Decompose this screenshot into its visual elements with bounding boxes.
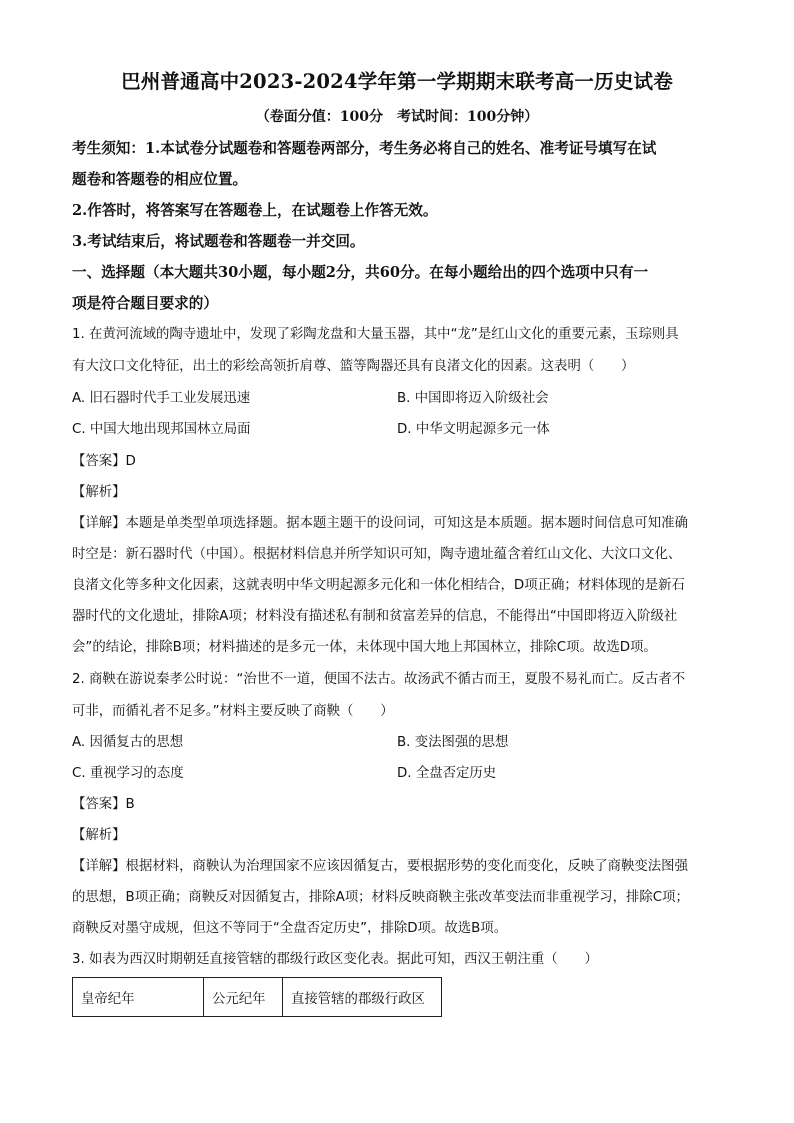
q1-option-a: A. 旧石器时代手工业发展迅速 (72, 391, 251, 406)
q2-option-c: C. 重视学习的态度 (72, 766, 184, 781)
q2-analysis-label: 【解析】 (72, 828, 126, 843)
q1-detail-4: 器时代的文化遗址，排除A项；材料没有描述私有制和贫富差异的信息，不能得出“中国即将迈入阶级社 (72, 609, 678, 624)
notice-item-3: 3.考试结束后，将试题卷和答题卷一并交回。 (72, 233, 365, 250)
q3-table (72, 977, 442, 1017)
section-heading-2: 项是符合题目要求的） (72, 295, 218, 312)
q2-answer: 【答案】B (72, 797, 135, 812)
q3-stem-1: 3. 如表为西汉时期朝廷直接管辖的郡级行政区变化表。据此可知，西汉王朝注重（ ） (72, 952, 598, 967)
q1-analysis-label: 【解析】 (72, 485, 126, 500)
q2-stem-2: 可非，而循礼者不足多。”材料主要反映了商鞅（ ） (72, 704, 394, 719)
notice-item-2: 2.作答时，将答案写在答题卷上，在试题卷上作答无效。 (72, 202, 438, 219)
q1-answer: 【答案】D (72, 454, 136, 469)
q2-option-b: B. 变法图强的思想 (397, 735, 509, 750)
q1-detail-3: 良渚文化等多种文化因素，这就表明中华文明起源多元化和一体化相结合，D项正确；材料体现的是新石 (72, 578, 685, 593)
q2-detail-1: 【详解】根据材料，商鞅认为治理国家不应该因循复古，要根据形势的变化而变化，反映了商鞅变法图强 (72, 859, 688, 874)
section-heading-1: 一、选择题（本大题共30小题，每小题2分，共60分。在每小题给出的四个选项中只有一 (72, 264, 649, 281)
q2-option-d: D. 全盘否定历史 (397, 766, 497, 781)
q2-detail-3: 商鞅反对墨守成规，但这不等同于“全盘否定历史”，排除D项。故选B项。 (72, 921, 508, 936)
q1-stem-2: 有大汶口文化特征，出土的彩绘高领折肩尊、篮等陶器还具有良渚文化的因素。这表明（ ） (72, 359, 635, 374)
q1-detail-1: 【详解】本题是单类型单项选择题。据本题主题干的设问词，可知这是本质题。据本题时间信息可知准确 (72, 516, 688, 531)
q2-stem-1: 2. 商鞅在游说秦孝公时说：“治世不一道，便国不法古。故汤武不循古而王，夏殷不易礼而亡。反古者不 (72, 672, 686, 687)
notice-line-1: 考生须知：1.本试卷分试题卷和答题卷两部分，考生务必将自己的姓名、准考证号填写在试 (72, 140, 657, 157)
q1-detail-5: 会”的结论，排除B项；材料描述的是多元一体，未体现中国大地上邦国林立，排除C项。故选D项。 (72, 640, 657, 655)
table-header-cell: 皇帝纪年 (73, 978, 204, 1017)
q1-stem-1: 1. 在黄河流域的陶寺遗址中，发现了彩陶龙盘和大量玉器，其中“龙”是红山文化的重要元素，玉琮则具 (72, 327, 679, 342)
q1-option-d: D. 中华文明起源多元一体 (397, 422, 550, 437)
exam-info: （卷面分值：100分 考试时间：100分钟） (255, 109, 539, 125)
q1-detail-2: 时空是：新石器时代（中国）。根据材料信息并所学知识可知，陶寺遗址蕴含着红山文化、大汶口文化、 (72, 547, 682, 562)
table-header-cell: 公元纪年 (204, 978, 283, 1017)
page-title: 巴州普通高中2023-2024学年第一学期期末联考高一历史试卷 (121, 70, 673, 93)
notice-line-2: 题卷和答题卷的相应位置。 (72, 171, 248, 188)
q1-option-c: C. 中国大地出现邦国林立局面 (72, 422, 251, 437)
q1-option-b: B. 中国即将迈入阶级社会 (397, 391, 549, 406)
table-header-cell: 直接管辖的郡级行政区 (283, 978, 442, 1017)
table-row (73, 978, 442, 1017)
q2-detail-2: 的思想，B项正确；商鞅反对因循复古，排除A项；材料反映商鞅主张改革变法而非重视学习，排除C项； (72, 890, 689, 905)
q2-option-a: A. 因循复古的思想 (72, 735, 184, 750)
